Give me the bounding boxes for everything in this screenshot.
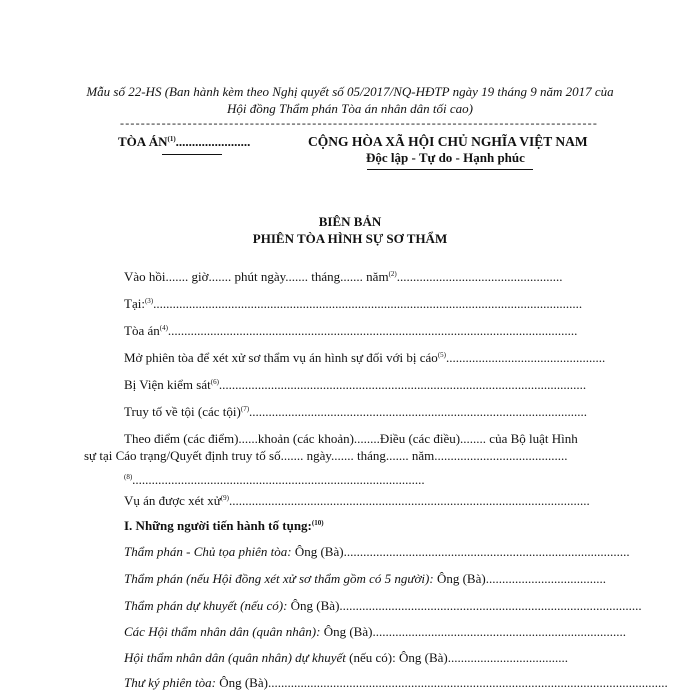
row-court-text: Tòa án: [124, 323, 160, 338]
row-time-text: Vào hồi....... giờ....... phút ngày....... tháng....... năm: [124, 269, 389, 284]
row-defendant-text: Mở phiên tòa để xét xử sơ thẩm vụ án hình sự đối với bị cáo: [124, 350, 438, 365]
person-reserve-jurors: [124, 650, 568, 666]
row-procuracy: [124, 377, 586, 393]
person-clerk-role: Thư ký phiên tòa:: [124, 675, 216, 690]
row-trial-mode-note: (9): [220, 494, 229, 502]
row-location-text: Tại:: [124, 296, 145, 311]
person-reserve-jurors-title: (nếu có): Ông (Bà): [345, 650, 448, 665]
person-reserve-judge-role: Thẩm phán dự khuyết (nếu có):: [124, 598, 288, 613]
row-defendant: [124, 350, 605, 366]
row-court-note: (4): [159, 324, 168, 332]
row-location: [124, 296, 582, 312]
person-clerk: [124, 675, 668, 691]
person-presiding-judge: [124, 544, 630, 560]
person-judge-title: Ông (Bà): [433, 571, 486, 586]
row-continuation: [124, 472, 425, 488]
row-time-dots: ...................................................: [396, 269, 563, 284]
person-reserve-jurors-dots: .....................................: [447, 650, 568, 665]
row-charges: [124, 404, 587, 420]
person-reserve-judge-dots: .............................................................................................: [339, 598, 642, 613]
section-1-title: I. Những người tiến hành tố tụng:: [124, 518, 312, 533]
person-jurors-dots: ..............................................................................: [372, 624, 626, 639]
row-charges-dots: ........................................................................................................: [249, 404, 588, 419]
row-articles-line2: sự tại Cáo trạng/Quyết định truy tố số....... ngày....... tháng....... năm.........................................: [84, 448, 568, 463]
person-jurors-title: Ông (Bà): [320, 624, 373, 639]
court-label: TÒA ÁN: [118, 134, 168, 149]
row-location-dots: ....................................................................................................................................: [153, 296, 583, 311]
row-location-note: (3): [144, 297, 154, 305]
court-note: (1): [167, 135, 176, 143]
row-defendant-note: (5): [437, 351, 446, 359]
person-judge: [124, 571, 606, 587]
row-court: [124, 323, 577, 339]
row-procuracy-dots: .................................................................................................................: [218, 377, 587, 392]
row-procuracy-text: Bị Viện kiểm sát: [124, 377, 211, 392]
row-defendant-dots: .................................................: [445, 350, 606, 365]
row-charges-note: (7): [240, 405, 250, 413]
person-reserve-judge: [124, 598, 642, 614]
section-1-heading: [124, 518, 324, 534]
row-procuracy-note: (6): [210, 378, 219, 386]
doc-title-line2: PHIÊN TÒA HÌNH SỰ SƠ THẨM: [252, 231, 448, 246]
person-clerk-dots: ...........................................................................................................................: [267, 675, 668, 690]
court-underline: [162, 154, 222, 155]
person-reserve-jurors-role: Hội thẩm nhân dân (quân nhân) dự khuyết: [124, 650, 346, 665]
section-1-note: (10): [311, 519, 324, 527]
doc-title-line1: BIÊN BẢN: [318, 214, 382, 229]
person-presiding-judge-role: Thẩm phán - Chủ tọa phiên tòa:: [124, 544, 292, 559]
row-time-note: (2): [388, 270, 397, 278]
person-judge-role: Thẩm phán (nếu Hội đồng xét xử sơ thẩm gồm có 5 người):: [124, 571, 434, 586]
person-judge-dots: .....................................: [485, 571, 606, 586]
row-trial-mode: [124, 493, 590, 509]
row-continuation-note: (8): [124, 473, 133, 481]
row-trial-mode-dots: ...............................................................................................................: [228, 493, 590, 508]
court-dots: .......................: [175, 134, 251, 149]
motto-underline: [367, 169, 533, 170]
republic-motto: Độc lập - Tự do - Hạnh phúc: [366, 150, 525, 165]
row-time: [124, 269, 562, 285]
row-court-dots: ..............................................................................................................................: [167, 323, 578, 338]
header-separator: --------------------------------------------------------------------------------------------: [120, 116, 598, 130]
republic-title: CỘNG HÒA XÃ HỘI CHỦ NGHĨA VIỆT NAM: [308, 134, 588, 149]
person-jurors: [124, 624, 626, 640]
person-presiding-judge-title: Ông (Bà): [291, 544, 344, 559]
court-heading: [118, 134, 250, 150]
person-presiding-judge-dots: ........................................................................................: [343, 544, 630, 559]
person-jurors-role: Các Hội thẩm nhân dân (quân nhân):: [124, 624, 321, 639]
person-clerk-title: Ông (Bà): [215, 675, 268, 690]
person-reserve-judge-title: Ông (Bà): [287, 598, 340, 613]
row-continuation-dots: ..........................................................................................: [132, 472, 425, 487]
form-header-line2: Hội đồng Thẩm phán Tòa án nhân dân tối cao): [227, 101, 473, 116]
row-charges-text: Truy tố về tội (các tội): [124, 404, 241, 419]
form-header-line1: Mẫu số 22-HS (Ban hành kèm theo Nghị quyết số 05/2017/NQ-HĐTP ngày 19 tháng 9 năm 2017 của: [86, 84, 614, 99]
row-articles-line1: Theo điểm (các điểm)......khoản (các khoản)........Điều (các điều)........ của Bộ luật Hình: [124, 431, 578, 446]
row-trial-mode-text: Vụ án được xét xử: [124, 493, 221, 508]
